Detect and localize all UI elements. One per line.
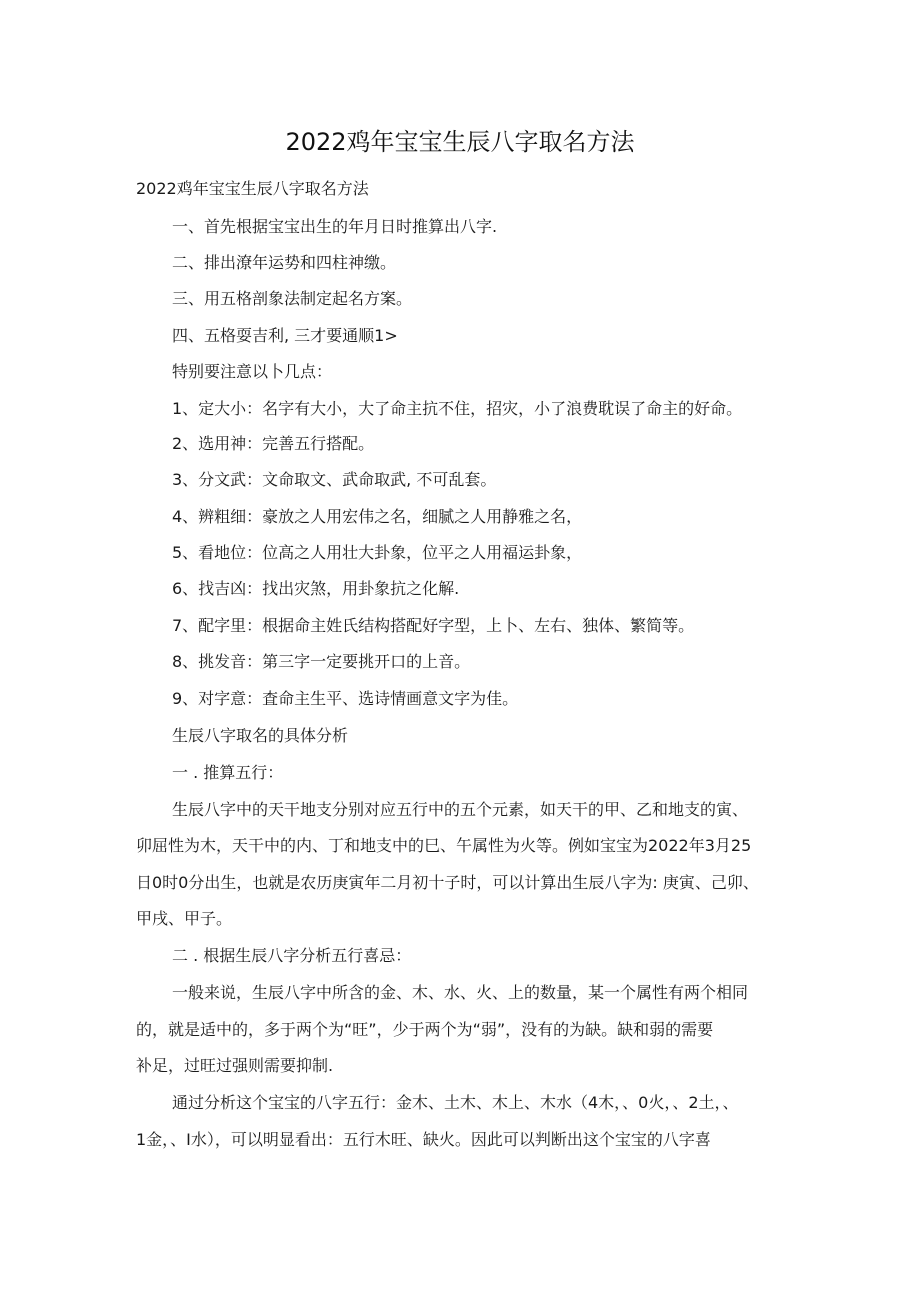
step-line: 二、排出潦年运势和四柱神缴。 [172,253,397,272]
paragraph-line: 生辰八字中的天干地支分别对应五行中的五个元素，如天干的甲、乙和地支的寅、 [172,800,749,819]
section-heading: 二 . 根据生辰八字分析五行喜忌： [172,946,412,965]
point-line: 5、看地位：位高之人用壮大卦象，位平之人用福运卦象， [172,543,583,562]
point-line: 8、挑发音：第三字一定要挑开口的上音。 [172,652,471,671]
paragraph-line: 日0时0分出生，也就是农历庚寅年二月初十子时，可以计算出生辰八字为: 庚寅、己卯、 [136,873,759,892]
point-line: 3、分文武：文命取文、武命取武, 不可乱套。 [172,470,497,489]
point-line: 1、定大小：名字有大小，大了命主抗不住，招灾，小了浪费耽误了命主的好命。 [172,399,743,418]
paragraph-line: 卯屈性为木，天干中的内、丁和地支中的巳、午属性为火等。例如宝宝为2022年3月25 [136,836,752,855]
analysis-heading: 生辰八字取名的具体分析 [172,726,349,745]
document-subtitle: 2022鸡年宝宝生辰八字取名方法 [136,179,369,198]
point-line: 9、对字意：査命主生平、选诗情画意文字为佳。 [172,689,519,708]
point-line: 6、找吉凶：找出灾煞，用卦象抗之化解. [172,579,460,598]
paragraph-line: 补足，过旺过强则需要抑制. [136,1056,334,1075]
section-heading: 一 . 推算五行： [172,763,284,782]
paragraph-line: 的，就是适中的，多于两个为“旺”，少于两个为“弱”，没有的为缺。缺和弱的需要 [136,1020,714,1039]
paragraph-line: 1金，、I水），可以明显看出：五行木旺、缺火。因此可以判断出这个宝宝的八字喜 [136,1130,711,1149]
step-line: 四、五格耍吉利, 三才要通顺1> [172,326,398,345]
point-line: 4、辨粗细：豪放之人用宏伟之名，细腻之人用静雅之名， [172,507,583,526]
paragraph-line: 通过分析这个宝宝的八字五行：金木、土木、木上、木水（4木，、0火，、2土，、 [172,1093,739,1112]
point-line: 2、选用神：完善五行搭配。 [172,434,375,453]
paragraph-line: 一般来说，生辰八字中所含的金、木、水、火、上的数量，某一个属性有两个相同 [172,983,749,1002]
notice-heading: 特别要注意以卜几点： [172,362,333,381]
document-title: 2022鸡年宝宝生辰八字取名方法 [285,128,635,156]
step-line: 三、用五格剖象法制定起名方案。 [172,289,413,308]
point-line: 7、配字里：根据命主姓氏结构搭配好字型，上卜、左右、独体、繁简等。 [172,616,695,635]
step-line: 一、首先根据宝宝出生的年月日时推算出八字. [172,217,498,236]
paragraph-line: 甲戌、甲子。 [136,909,233,928]
